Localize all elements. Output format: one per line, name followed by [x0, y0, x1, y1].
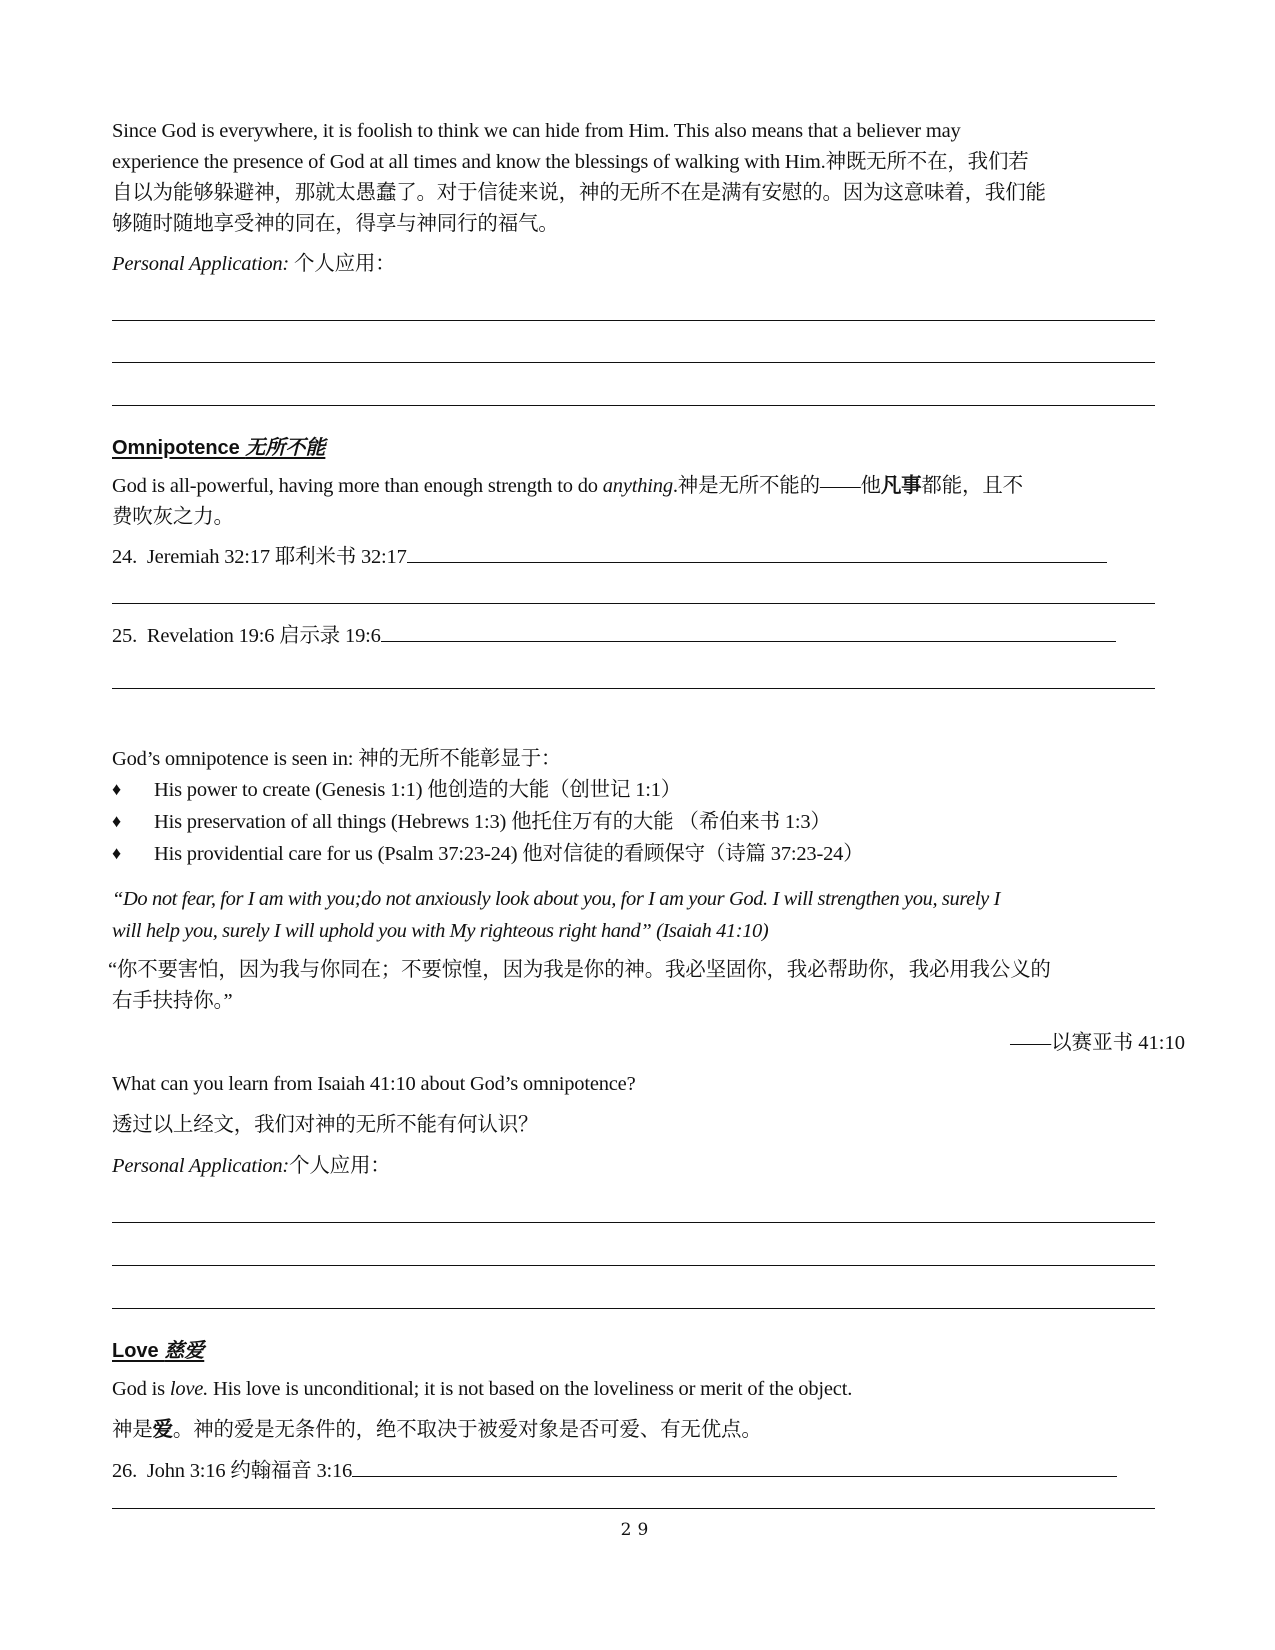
- question-en: What can you learn from Isaiah 41:10 about God’s omnipotence?: [112, 1073, 636, 1095]
- question-zh: 透过以上经文，我们对神的无所不能有何认识？: [112, 1114, 539, 1136]
- desc-text: God is: [112, 1378, 170, 1400]
- verse-zh-line-2: 右手扶持你。”: [112, 990, 233, 1012]
- question-number: 24.: [112, 546, 138, 568]
- verse-en-line-1: “Do not fear, for I am with you;do not anxiously look about you, for I am your God. I will strengthen you, surely I: [112, 888, 1000, 910]
- question-reference: Revelation 19:6 启示录 19:6: [146, 625, 381, 647]
- section-heading-love: [112, 1337, 204, 1364]
- question-reference: Jeremiah 32:17 耶利米书 32:17: [146, 546, 407, 568]
- answer-line[interactable]: [112, 320, 1155, 321]
- personal-application-zh: 个人应用：: [289, 1155, 391, 1177]
- personal-application-en: Personal Application:: [112, 253, 290, 275]
- diamond-bullet-icon: ♦: [112, 811, 122, 831]
- heading-en: Love: [112, 1340, 165, 1362]
- desc-text-zh-end: 都能，且不: [921, 475, 1023, 497]
- answer-blank[interactable]: [352, 1458, 1117, 1477]
- omnipresence-text-line-4: 够随时随地享受神的同在，得享与神同行的福气。: [112, 213, 559, 235]
- desc-emphasis: anything: [602, 475, 673, 497]
- omnipotence-seen-in-label: God’s omnipotence is seen in: 神的无所不能彰显于：: [112, 748, 562, 770]
- section-heading-omnipotence: [112, 434, 325, 461]
- personal-application-label-2: [112, 1153, 391, 1179]
- question-25: [112, 623, 1116, 649]
- omnipresence-text-line-2: experience the presence of God at all times and know the blessings of walking with Him.神既无所不在，我们若: [112, 151, 1029, 173]
- omnipotence-description-line-2: 费吹灰之力。: [112, 506, 234, 528]
- answer-line[interactable]: [112, 603, 1155, 604]
- verse-zh-reference: ——以赛亚书 41:10: [1010, 1032, 1185, 1054]
- answer-line[interactable]: [112, 1265, 1155, 1266]
- question-number: 25.: [112, 625, 138, 647]
- question-24: [112, 544, 1107, 570]
- question-number: 26.: [112, 1460, 138, 1482]
- answer-line[interactable]: [112, 688, 1155, 689]
- omnipresence-text-line-3: 自以为能够躲避神，那就太愚蠢了。对于信徒来说，神的无所不在是满有安慰的。因为这意味着，我们能: [112, 182, 1046, 204]
- verse-zh-line-1: “你不要害怕，因为我与你同在；不要惊惶，因为我是你的神。我必坚固你，我必帮助你，我必用我公义的: [108, 959, 1051, 981]
- omnipresence-text-line-1: Since God is everywhere, it is foolish to think we can hide from Him. This also means that a believer may: [112, 120, 961, 142]
- heading-zh: 慈爱: [164, 1338, 205, 1362]
- answer-line[interactable]: [112, 1308, 1155, 1309]
- desc-text-zh-end: 。神的爱是无条件的，绝不取决于被爱对象是否可爱、有无优点。: [172, 1419, 762, 1441]
- love-description-en: [112, 1376, 852, 1402]
- desc-bold-zh: 爱: [152, 1419, 173, 1441]
- bullet-item: His providential care for us (Psalm 37:23-24) 他对信徒的看顾保守（诗篇 37:23-24）: [154, 843, 864, 865]
- love-description-zh: [112, 1417, 762, 1443]
- question-reference: John 3:16 约翰福音 3:16: [146, 1460, 353, 1482]
- personal-application-en: Personal Application:: [112, 1155, 290, 1177]
- heading-en: Omnipotence: [112, 437, 246, 459]
- answer-line[interactable]: [112, 405, 1155, 406]
- desc-text-zh: .神是无所不能的——他: [672, 475, 881, 497]
- verse-en-line-2: will help you, surely I will uphold you with My righteous right hand” (Isaiah 41:10): [112, 920, 769, 942]
- desc-text-zh: 神是: [112, 1419, 153, 1441]
- desc-text: God is all-powerful, having more than enough strength to do: [112, 475, 603, 497]
- question-26: [112, 1458, 1117, 1484]
- answer-blank[interactable]: [407, 544, 1107, 563]
- answer-line[interactable]: [112, 1222, 1155, 1223]
- personal-application-label-1: [112, 251, 396, 277]
- omnipotence-description-line-1: [112, 473, 1023, 499]
- bullet-item: His preservation of all things (Hebrews 1:3) 他托住万有的大能 （希伯来书 1:3）: [154, 811, 831, 833]
- desc-text-end: His love is unconditional; it is not based on the loveliness or merit of the object.: [208, 1378, 853, 1400]
- answer-line[interactable]: [112, 1508, 1155, 1509]
- diamond-bullet-icon: ♦: [112, 779, 122, 799]
- answer-blank[interactable]: [381, 623, 1116, 642]
- desc-emphasis: love.: [169, 1378, 209, 1400]
- answer-line[interactable]: [112, 362, 1155, 363]
- bullet-item: His power to create (Genesis 1:1) 他创造的大能（创世记 1:1）: [154, 779, 682, 801]
- personal-application-zh: 个人应用：: [289, 253, 396, 275]
- diamond-bullet-icon: ♦: [112, 843, 122, 863]
- page-number: 29: [620, 1520, 655, 1540]
- desc-bold-zh: 凡事: [880, 475, 922, 497]
- heading-zh: 无所不能: [245, 435, 326, 459]
